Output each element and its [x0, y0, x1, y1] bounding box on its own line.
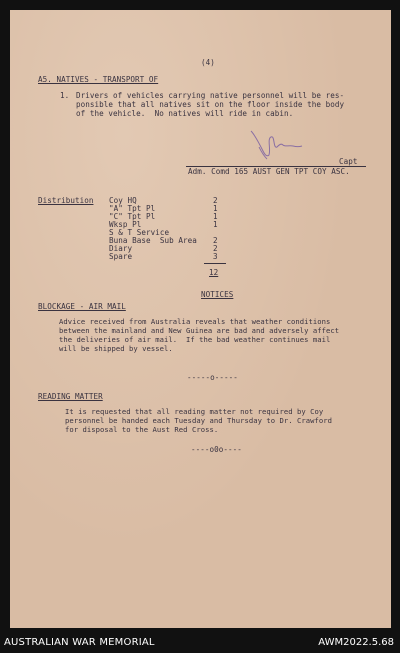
section1-line-3: of the vehicle. No natives will ride in cabin.: [76, 109, 294, 118]
institution-name: AUSTRALIAN WAR MEMORIAL: [4, 637, 155, 648]
notice1-line-2: between the mainland and New Guinea are bad and adversely affect: [59, 326, 340, 335]
distribution-item-name: "C" Tpt Pl: [109, 212, 156, 221]
notice2-line-2: personnel be handed each Tuesday and Thursday to Dr. Crawford: [65, 416, 333, 425]
distribution-total: 12: [209, 268, 219, 277]
distribution-item-name: Buna Base Sub Area: [109, 236, 197, 245]
distribution-item-name: Diary: [109, 244, 133, 253]
distribution-item-count: 2: [213, 196, 218, 205]
notice2-line-1: It is requested that all reading matter not required by Coy: [65, 407, 324, 416]
separator: ----o0o----: [191, 445, 242, 454]
page-number: (4): [201, 58, 215, 67]
distribution-item-name: "A" Tpt Pl: [109, 204, 156, 213]
distribution-item-count: 1: [213, 220, 218, 229]
notice1-line-4: will be shipped by vessel.: [59, 344, 173, 353]
distribution-item-name: Coy HQ: [109, 196, 137, 205]
handwritten-signature: [245, 125, 305, 165]
notice1-line-3: the deliveries of air mail. If the bad weather continues mail: [59, 335, 331, 344]
notice1-line-1: Advice received from Australia reveals that weather conditions: [59, 317, 331, 326]
section1-line-2: ponsible that all natives sit on the floor inside the body: [76, 100, 345, 109]
distribution-label: Distribution: [38, 196, 94, 205]
signature-title: Adm. Comd 165 AUST GEN TPT COY ASC.: [188, 167, 350, 176]
distribution-item-name: Spare: [109, 252, 133, 261]
item-number: 1.: [60, 91, 70, 100]
notice-heading-air-mail: BLOCKAGE - AIR MAIL: [38, 302, 126, 311]
distribution-item-count: 1: [213, 212, 218, 221]
section-heading-natives: A5. NATIVES - TRANSPORT OF: [38, 75, 159, 84]
distribution-item-count: 3: [213, 252, 218, 261]
distribution-item-name: S & T Service: [109, 228, 170, 237]
notice2-line-3: for disposal to the Aust Red Cross.: [65, 425, 219, 434]
distribution-item-count: 1: [213, 204, 218, 213]
distribution-item-count: 2: [213, 236, 218, 245]
reference-number: AWM2022.5.68: [318, 637, 394, 648]
notices-heading: NOTICES: [201, 290, 234, 299]
total-line: [204, 263, 226, 264]
notice-heading-reading-matter: READING MATTER: [38, 392, 103, 401]
footer-bar: [0, 632, 400, 653]
section1-line-1: Drivers of vehicles carrying native personnel will be res-: [76, 91, 345, 100]
signature-rank: Capt: [339, 157, 358, 166]
distribution-item-name: Wksp Pl: [109, 220, 142, 229]
separator: -----o-----: [187, 373, 238, 382]
document-page: [10, 10, 391, 628]
distribution-item-count: 2: [213, 244, 218, 253]
